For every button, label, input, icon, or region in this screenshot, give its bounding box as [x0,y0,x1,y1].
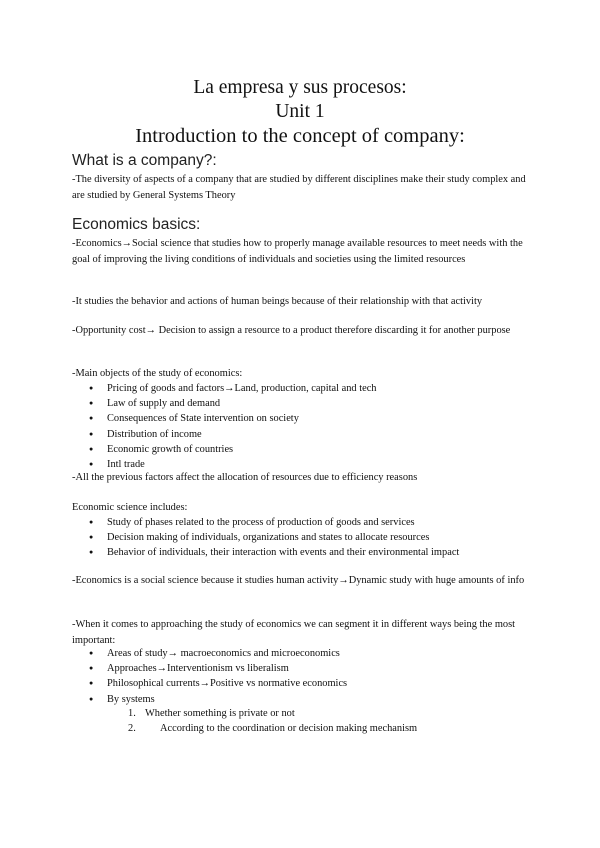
list-item: ● Law of supply and demand [72,396,377,411]
list-item: ● Consequences of State intervention on society [72,411,377,426]
list-item: ● Pricing of goods and factors→Land, production, capital and tech [72,381,377,396]
approaches-list [72,646,347,707]
list-item: ● By systems [72,692,347,707]
doc-title-course: La empresa y sus procesos: [193,77,407,98]
list-item: ● Distribution of income [72,427,377,442]
numbered-item-marker: 1. [128,708,136,719]
science-list [72,515,459,561]
paragraph-behavior: -It studies the behavior and actions of human beings because of their relationship with that activity [72,296,483,307]
numbered-item-marker: 2. [128,723,136,734]
paragraph-allocation: -All the previous factors affect the allocation of resources due to efficiency reasons [72,472,418,483]
numbered-item-text: According to the coordination or decision making mechanism [160,723,418,734]
heading-economics-basics: Economics basics: [72,216,201,233]
doc-title-unit: Unit 1 [275,101,325,122]
paragraph-social-science: -Economics is a social science because it studies human activity→Dynamic study with huge amounts of info [72,575,525,586]
numbered-item-text: Whether something is private or not [145,708,295,719]
paragraph-approaching: -When it comes to approaching the study of economics we can segment it in different ways being the most important: [72,619,516,646]
list-item: ● Study of phases related to the process of production of goods and services [72,515,459,530]
list-item: ● Intl trade [72,457,377,472]
science-title: Economic science includes: [72,502,188,513]
list-item: ● Decision making of individuals, organizations and states to allocate resources [72,530,459,545]
objects-title: -Main objects of the study of economics: [72,368,243,379]
list-item: ● Philosophical currents→Positive vs normative economics [72,676,347,691]
paragraph-economics-definition: -Economics→Social science that studies how to properly manage available resources to meet needs with the goal of improving the living conditions of individuals and societies using the limited resources [72,238,523,265]
paragraph-opportunity-cost: -Opportunity cost→ Decision to assign a resource to a product therefore discarding it for another purpose [72,325,511,336]
list-item: ● Behavior of individuals, their interaction with events and their environmental impact [72,545,459,560]
heading-what-is-company: What is a company?: [72,152,217,169]
list-item: ● Approaches→Interventionism vs liberalism [72,661,347,676]
objects-list [72,381,377,472]
list-item: ● Economic growth of countries [72,442,377,457]
list-item: ● Areas of study→ macroeconomics and microeconomics [72,646,347,661]
paragraph-company-diversity: -The diversity of aspects of a company that are studied by different disciplines make their study complex and are studied by General Systems Theory [72,174,526,201]
doc-title-intro: Introduction to the concept of company: [135,125,465,147]
